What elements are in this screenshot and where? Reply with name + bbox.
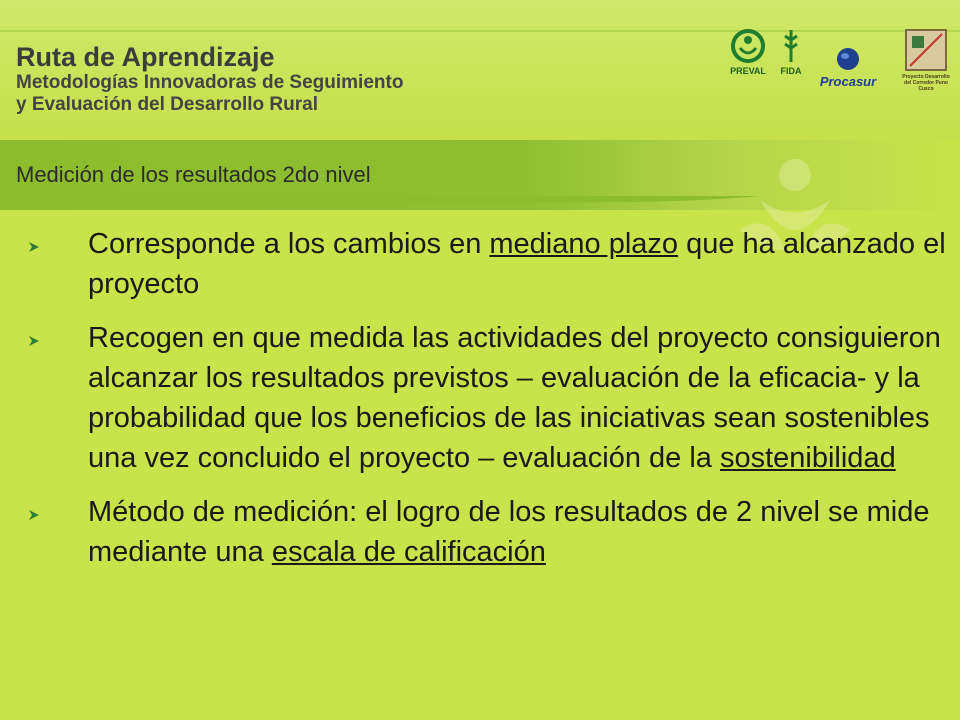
preval-logo-text: PREVAL bbox=[730, 66, 766, 76]
bullet-text-part: Método de medición: el logro de los resultados de 2 nivel se mide mediante una bbox=[88, 496, 930, 568]
bullet-text-part: que ha alcanzado el proyecto bbox=[88, 228, 946, 300]
bullet-text-part: Corresponde a los cambios en bbox=[88, 228, 490, 260]
corredor-logo bbox=[898, 28, 954, 92]
bullet-item bbox=[28, 492, 948, 572]
bullet-underlined-text: escala de calificación bbox=[271, 536, 546, 568]
header-title: Ruta de Aprendizaje bbox=[16, 42, 275, 72]
header-title-block bbox=[16, 42, 536, 116]
procasur-logo-text: Procasur bbox=[819, 74, 877, 89]
bullet-text bbox=[88, 492, 948, 572]
bullet-underlined-text: mediano plazo bbox=[489, 228, 679, 260]
preval-logo-icon bbox=[730, 28, 766, 64]
bullet-text bbox=[88, 318, 948, 478]
logos bbox=[720, 28, 960, 98]
header-subtitle-1: Metodologías Innovadoras de Seguimiento bbox=[16, 72, 404, 93]
bullet-text bbox=[88, 224, 948, 304]
bullet-list bbox=[28, 224, 948, 586]
arrow-bullet-icon bbox=[28, 492, 88, 526]
bullet-item bbox=[28, 224, 948, 304]
corredor-logo-icon bbox=[904, 28, 948, 72]
preval-logo bbox=[725, 28, 771, 76]
fida-logo-text: FIDA bbox=[780, 66, 802, 76]
bullet-item bbox=[28, 318, 948, 478]
bullet-text-part: Recogen en que medida las actividades del proyecto consiguieron alcanzar los resultados previstos – evaluación de la eficacia- y la probabilidad que los beneficios de las iniciativas sean sostenibles una vez concluido el proyecto – evaluación de la bbox=[88, 322, 941, 474]
bullet-underlined-text: sostenibilidad bbox=[719, 442, 896, 474]
fida-logo bbox=[775, 28, 807, 76]
header-subtitle-2: y Evaluación del Desarrollo Rural bbox=[16, 94, 318, 115]
procasur-logo bbox=[808, 46, 888, 89]
section-title: Medición de los resultados 2do nivel bbox=[16, 162, 371, 187]
arrow-bullet-icon bbox=[28, 318, 88, 352]
arrow-bullet-icon bbox=[28, 224, 88, 258]
corredor-logo-text: Proyecto Desarrollo del Corredor Puno Cusco bbox=[902, 74, 950, 92]
fida-logo-icon bbox=[777, 28, 805, 64]
globe-icon bbox=[835, 46, 861, 72]
